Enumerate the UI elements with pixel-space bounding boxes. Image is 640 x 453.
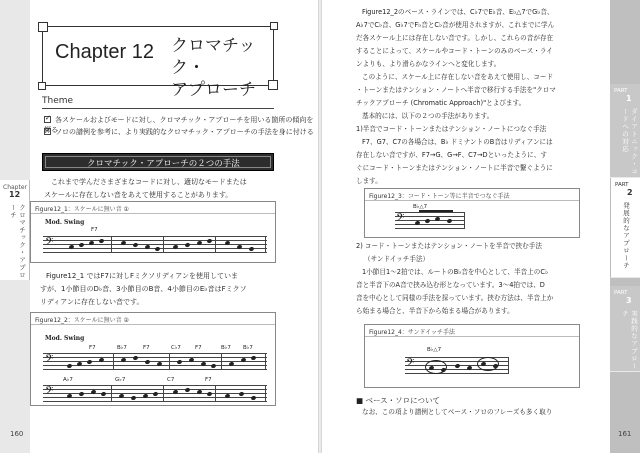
tab-number: 1 xyxy=(626,94,632,103)
chord-symbol: G♭7 xyxy=(115,377,126,383)
chapter-header xyxy=(42,26,274,100)
figure-caption: Figure12_4：サンドイッチ手法 xyxy=(369,329,456,336)
checkbox-icon xyxy=(44,116,51,123)
right-page xyxy=(322,0,640,453)
chord-symbol: C♭7 xyxy=(171,345,181,351)
chapter-title-line1: クロマチック・ xyxy=(171,36,256,78)
tab-part-2[interactable] xyxy=(610,178,640,278)
chapter-title xyxy=(171,35,271,101)
tab-number: 3 xyxy=(626,296,632,305)
chapter-side-tab[interactable] xyxy=(0,0,30,453)
theme-item-text: ソロの譜例を参考に、より実践的なクロマチック・アプローチの手法を身に付ける xyxy=(55,128,314,136)
left-page xyxy=(0,0,318,453)
tab-title: 実践的なアプローチ xyxy=(621,310,638,370)
figure-caption: Figure12_3：コード・トーン等に半音でつなぐ手法 xyxy=(369,193,510,200)
chord-symbol: F7 xyxy=(89,345,96,351)
part-side-tabs xyxy=(610,0,640,453)
chord-symbol: F7 xyxy=(143,345,150,351)
section-heading-text: クロマチック・アプローチの２つの手法 xyxy=(87,159,240,169)
chord-symbol: A♭7 xyxy=(63,377,73,383)
sandwich-highlight xyxy=(425,360,447,374)
chord-symbol: F7 xyxy=(91,227,98,233)
tempo-marking: Mod. Swing xyxy=(45,335,85,342)
body-paragraph: 2) コード・トーンまたはテンション・ノートを半音で挟む手法 （サンドイッチ手法） 1小節目1～2拍では、ルートのB♭音を中心として、半音上のC♭ 音と半音下のA音で挟み込む形となっています。3～4拍では、D 音を中心として同様の手法を採っています。挟む方法は、半音上か ら始まる場合と、半音下から始まる場合があります。 xyxy=(356,242,554,315)
intro-paragraph: これまで学んださまざまなコードに対し、適切なモードまたは スケールに存在しない音をあえて使用することがあります。 xyxy=(44,178,247,199)
body-paragraph: なお、この項より譜例としてベース・ソロのフレーズも多く取り xyxy=(362,408,553,416)
sandwich-highlight xyxy=(477,357,499,371)
corner-ornament xyxy=(38,82,46,90)
chord-symbol: B♭7 xyxy=(243,345,253,351)
page-number: 160 xyxy=(10,430,24,438)
chord-symbol: F7 xyxy=(205,377,212,383)
music-staff xyxy=(405,357,509,374)
bass-clef-icon: 𝄢 xyxy=(45,236,54,251)
tab-title: 発展的なアプローチ xyxy=(622,202,630,270)
theme-item-text: 各スケールおよびモードに対し、クロマチック・アプローチを用いる箇所の傾向を探る xyxy=(44,116,314,134)
checkbox-icon xyxy=(44,128,51,135)
section-heading xyxy=(42,153,274,171)
tab-label: PART xyxy=(614,88,628,94)
tempo-marking: Mod. Swing xyxy=(45,219,85,226)
tab-part-1[interactable] xyxy=(610,84,640,178)
chapter-tab-active[interactable] xyxy=(0,180,30,280)
bass-clef-icon: 𝄢 xyxy=(396,212,405,227)
chapter-label: Chapter 12 xyxy=(55,41,154,63)
figure-description: Figure12_1 ではF7に対しFミクソリディアンを使用していま すが、1小節目のD♭音、3小節目のB音、4小節目のE♭音はFミクソ リディアンに存在しない音です。 xyxy=(40,272,247,306)
theme-divider xyxy=(42,108,274,109)
tab-number: 2 xyxy=(627,188,633,197)
chord-symbol: B♭7 xyxy=(117,345,127,351)
chord-symbol: B♭△7 xyxy=(427,347,442,353)
tab-part-3[interactable] xyxy=(610,286,640,372)
music-staff xyxy=(43,236,267,253)
figure-12-2 xyxy=(30,312,276,406)
chord-symbol: B♭7 xyxy=(221,345,231,351)
tab-title: ダイアトニック・コードへの対応 xyxy=(621,108,638,176)
tab-label: PART xyxy=(615,182,629,188)
body-paragraph: Figure12_2のベース・ラインでは、C♭7でE♭音、E♭△7でG♭音、 A♭7でC♭音、G♭7でF♭音とC♭音が使用されますが、これまでに学ん だ各スケール上には存在しない音です。しかし、これらの音が存在 することによって、スケールやコード・トーンのみのベース・ライ ンよりも、より滑らかなラインへと変化します。 このように、スケール上に存在しない音をあえて使用し、コード ・トーンまたはテンション・ノートへ半音で移行する手法を"クロマ チックアプローチ (Chromatic Approach)"とよびます。 基本的には、以下の２つの手法があります。 1)半音でコード・トーンまたはテンション・ノートにつなぐ手法 F7、G7、C7の各場合は、B♭ ドミナントのB音はリディアンには 存在しない音ですが、F7→G、G→F、C7→Dといったように、す ぐにコード・トーンまたはテンション・ノートに半音で繋ぐように します。 xyxy=(356,8,556,185)
theme-heading: Theme xyxy=(42,96,74,106)
chord-symbol: F7 xyxy=(195,345,202,351)
chapter-tab-number: 12 xyxy=(9,190,21,199)
figure-12-4 xyxy=(364,324,580,388)
figure-caption: Figure12_1：スケールに無い音 ① xyxy=(35,206,129,213)
bass-clef-icon: 𝄢 xyxy=(406,357,415,372)
corner-ornament xyxy=(270,22,278,30)
chapter-title-line2: アプローチ xyxy=(171,80,256,100)
tab-label: PART xyxy=(614,290,628,296)
music-staff xyxy=(43,385,267,402)
chapter-tab-title: クロマチック・アプローチ xyxy=(9,204,26,279)
figure-12-3 xyxy=(364,188,580,238)
chord-symbol: B♭△7 xyxy=(413,204,428,210)
page-number: 161 xyxy=(618,430,632,438)
figure-12-1 xyxy=(30,201,276,263)
music-staff xyxy=(395,212,465,229)
figure-caption: Figure12_2：スケールに無い音 ② xyxy=(35,317,129,324)
subheading: ■ ベース・ソロについて xyxy=(356,396,440,405)
chapter-tab-label: Chapter xyxy=(3,184,27,191)
chord-symbol: C7 xyxy=(167,377,175,383)
theme-item xyxy=(44,127,314,137)
music-staff xyxy=(43,353,267,370)
bass-clef-icon: 𝄢 xyxy=(45,385,54,400)
bass-clef-icon: 𝄢 xyxy=(45,353,54,368)
